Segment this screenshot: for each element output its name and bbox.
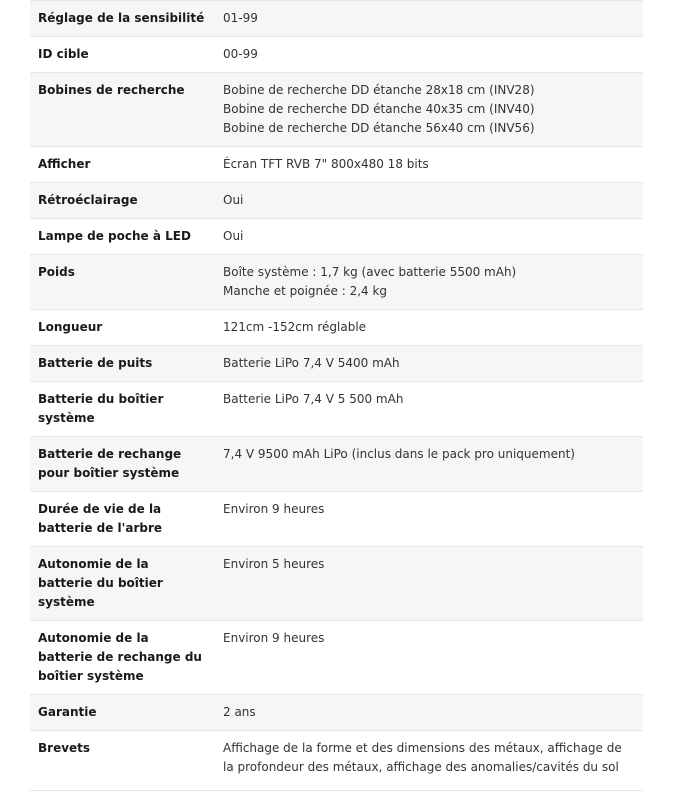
spec-label: ID cible	[30, 37, 213, 73]
spec-value: Affichage de la forme et des dimensions des métaux, affichage de la profondeur des métaux, affichage des anomalies/cavités du sol	[213, 731, 643, 791]
spec-label: Batterie de puits	[30, 346, 213, 382]
table-row	[30, 621, 643, 695]
table-row	[30, 147, 643, 183]
spec-label: Autonomie de la batterie de rechange du boîtier système	[30, 621, 213, 695]
table-row	[30, 731, 643, 791]
table-row	[30, 219, 643, 255]
table-row	[30, 437, 643, 492]
spec-value: Environ 9 heures	[213, 621, 643, 695]
spec-label: Réglage de la sensibilité	[30, 1, 213, 37]
spec-value: Batterie LiPo 7,4 V 5 500 mAh	[213, 382, 643, 437]
table-row	[30, 183, 643, 219]
spec-value: Oui	[213, 183, 643, 219]
spec-label: Batterie du boîtier système	[30, 382, 213, 437]
spec-label: Lampe de poche à LED	[30, 219, 213, 255]
table-row	[30, 346, 643, 382]
spec-value: Boîte système : 1,7 kg (avec batterie 5500 mAh) Manche et poignée : 2,4 kg	[213, 255, 643, 310]
spec-value: Batterie LiPo 7,4 V 5400 mAh	[213, 346, 643, 382]
table-row	[30, 492, 643, 547]
spec-value: 00-99	[213, 37, 643, 73]
spec-label: Garantie	[30, 695, 213, 731]
specifications-table	[30, 0, 643, 791]
table-row	[30, 547, 643, 621]
spec-label: Poids	[30, 255, 213, 310]
spec-value: Environ 5 heures	[213, 547, 643, 621]
table-row	[30, 1, 643, 37]
table-row	[30, 255, 643, 310]
spec-label: Afficher	[30, 147, 213, 183]
spec-value: Écran TFT RVB 7" 800x480 18 bits	[213, 147, 643, 183]
spec-value: Bobine de recherche DD étanche 28x18 cm (INV28) Bobine de recherche DD étanche 40x35 cm (INV40) Bobine de recherche DD étanche 56x40 cm (INV56)	[213, 73, 643, 147]
table-row	[30, 310, 643, 346]
spec-value: 121cm -152cm réglable	[213, 310, 643, 346]
spec-label: Autonomie de la batterie du boîtier système	[30, 547, 213, 621]
table-row	[30, 695, 643, 731]
spec-label: Batterie de rechange pour boîtier système	[30, 437, 213, 492]
spec-value: 2 ans	[213, 695, 643, 731]
table-row	[30, 73, 643, 147]
spec-value: Environ 9 heures	[213, 492, 643, 547]
spec-value: 7,4 V 9500 mAh LiPo (inclus dans le pack pro uniquement)	[213, 437, 643, 492]
spec-label: Durée de vie de la batterie de l'arbre	[30, 492, 213, 547]
spec-value: 01-99	[213, 1, 643, 37]
table-row	[30, 37, 643, 73]
spec-label: Bobines de recherche	[30, 73, 213, 147]
table-row	[30, 382, 643, 437]
spec-label: Rétroéclairage	[30, 183, 213, 219]
spec-label: Brevets	[30, 731, 213, 791]
spec-value: Oui	[213, 219, 643, 255]
spec-label: Longueur	[30, 310, 213, 346]
